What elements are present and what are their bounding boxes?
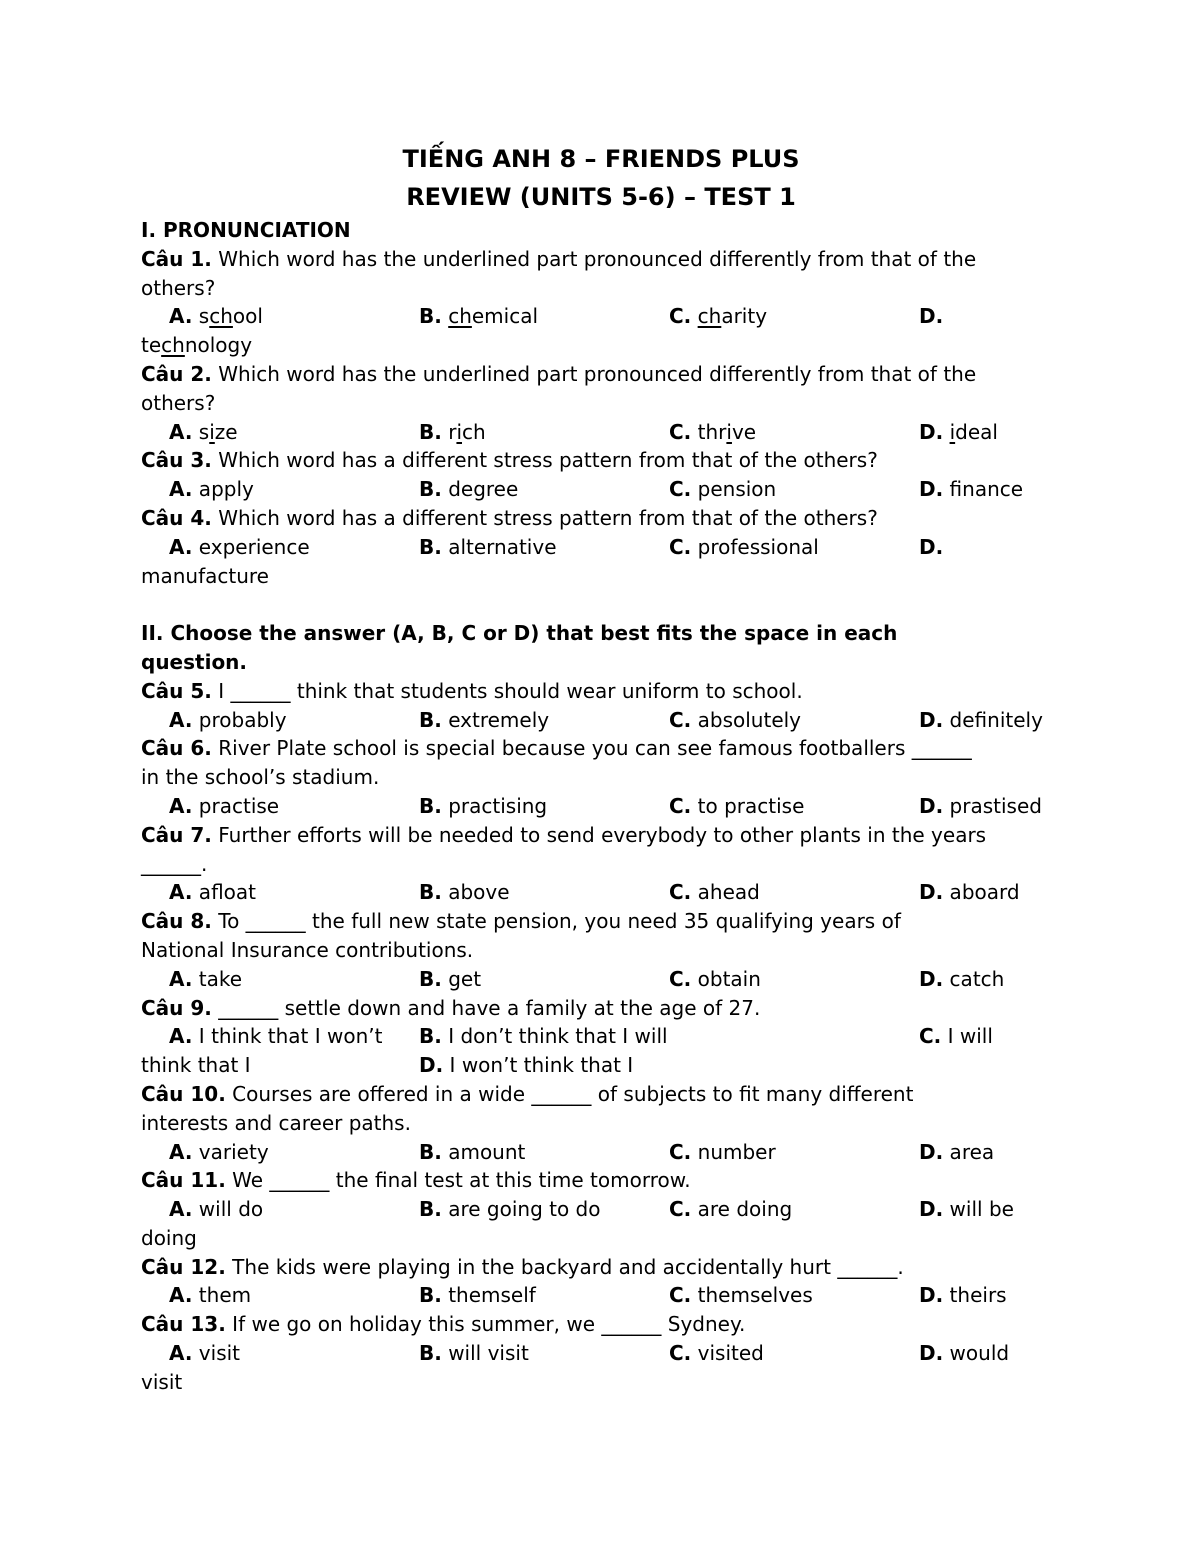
question-label: Câu 6. <box>141 736 212 761</box>
question-5 <box>141 677 1061 706</box>
question-label: Câu 11. <box>141 1168 226 1193</box>
option-c[interactable]: C. professional <box>669 534 819 559</box>
question-text: I ______ think that students should wear uniform to school. <box>211 678 803 703</box>
question-label: Câu 7. <box>141 822 212 847</box>
worksheet-page <box>141 140 1061 1397</box>
question-label: Câu 8. <box>141 909 212 934</box>
option-a[interactable]: A. take <box>169 966 243 991</box>
question-text: The kids were playing in the backyard and accidentally hurt ______. <box>225 1254 904 1279</box>
question-10 <box>141 1080 1061 1109</box>
question-label: Câu 1. <box>141 246 212 271</box>
option-b[interactable]: B. get <box>419 966 482 991</box>
section-heading-choose: II. Choose the answer (A, B, C or D) that best fits the space in each <box>141 621 898 646</box>
option-a[interactable]: A. apply <box>169 477 254 502</box>
option-d[interactable]: D. will be <box>919 1197 1014 1222</box>
option-d[interactable]: D. would <box>919 1341 1010 1366</box>
option-b[interactable]: B. chemical <box>419 304 539 329</box>
option-a[interactable]: A. variety <box>169 1139 269 1164</box>
question-text: If we go on holiday this summer, we ______ Sydney. <box>225 1312 746 1337</box>
option-d[interactable]: D. prastised <box>919 793 1042 818</box>
option-d[interactable]: D. catch <box>919 966 1005 991</box>
option-c[interactable]: C. obtain <box>669 966 761 991</box>
option-c[interactable]: C. themselves <box>669 1283 813 1308</box>
section-heading-pronunciation: I. PRONUNCIATION <box>141 218 351 242</box>
option-d-cont[interactable]: manufacture <box>141 563 269 588</box>
title-line-1: TIẾNG ANH 8 – FRIENDS PLUS <box>402 145 800 173</box>
question-2 <box>141 360 1061 389</box>
answer-options <box>141 878 1061 907</box>
option-a[interactable]: A. will do <box>169 1197 264 1222</box>
question-text-cont: interests and career paths. <box>141 1110 411 1135</box>
option-b[interactable]: B. practising <box>419 793 548 818</box>
question-label: Câu 5. <box>141 678 212 703</box>
question-label: Câu 13. <box>141 1312 226 1337</box>
answer-options <box>141 418 1061 447</box>
answer-options <box>141 1195 1061 1224</box>
question-8 <box>141 907 1061 936</box>
option-b[interactable]: B. amount <box>419 1139 526 1164</box>
option-c[interactable]: C. pension <box>669 477 777 502</box>
option-b[interactable]: B. will visit <box>419 1341 529 1366</box>
question-label: Câu 12. <box>141 1254 226 1279</box>
answer-options <box>141 475 1061 504</box>
question-text: Further efforts will be needed to send everybody to other plants in the years <box>211 822 987 847</box>
option-a[interactable]: A. afloat <box>169 880 256 905</box>
option-c[interactable]: C. absolutely <box>669 707 802 732</box>
option-b[interactable]: B. above <box>419 880 510 905</box>
question-7 <box>141 821 1061 850</box>
option-d[interactable]: D. definitely <box>919 707 1043 732</box>
question-text: We ______ the final test at this time tomorrow. <box>225 1168 691 1193</box>
option-a[interactable]: A. experience <box>169 534 310 559</box>
option-d-cont[interactable]: technology <box>141 333 253 358</box>
option-a[interactable]: A. I think that I won’t <box>169 1024 383 1049</box>
question-label: Câu 10. <box>141 1081 226 1106</box>
question-label: Câu 9. <box>141 995 212 1020</box>
question-text: Which word has a different stress pattern from that of the others? <box>211 505 878 530</box>
option-b[interactable]: B. rich <box>419 419 486 444</box>
option-a[interactable]: A. practise <box>169 793 280 818</box>
option-c[interactable]: C. are doing <box>669 1197 793 1222</box>
section-heading-cont: question. <box>141 649 248 674</box>
option-b[interactable]: B. extremely <box>419 707 550 732</box>
question-text: To ______ the full new state pension, you need 35 qualifying years of <box>211 909 901 934</box>
option-d[interactable]: D. <box>919 534 944 559</box>
answer-options <box>141 706 1061 735</box>
answer-options <box>141 1339 1061 1368</box>
question-4 <box>141 504 1061 533</box>
option-d[interactable]: D. area <box>919 1139 995 1164</box>
question-text: Courses are offered in a wide ______ of subjects to fit many different <box>225 1081 914 1106</box>
option-d[interactable]: D. I won’t think that I <box>419 1053 634 1078</box>
option-c[interactable]: C. ahead <box>669 880 760 905</box>
question-6 <box>141 734 1061 763</box>
option-c[interactable]: C. thrive <box>669 419 757 444</box>
answer-options <box>141 302 1061 331</box>
question-text-cont: in the school’s stadium. <box>141 765 380 790</box>
option-d[interactable]: D. <box>919 304 944 329</box>
question-13 <box>141 1310 1061 1339</box>
question-text-cont: others? <box>141 390 216 415</box>
question-text: River Plate school is special because you can see famous footballers ______ <box>211 736 972 761</box>
answer-options <box>141 965 1061 994</box>
question-text-cont: others? <box>141 275 216 300</box>
option-b[interactable]: B. are going to do <box>419 1197 601 1222</box>
option-d-cont[interactable]: visit <box>141 1369 183 1394</box>
option-d-cont[interactable]: doing <box>141 1225 197 1250</box>
question-3 <box>141 446 1061 475</box>
answer-options <box>141 533 1061 562</box>
question-9 <box>141 994 1061 1023</box>
question-text: ______ settle down and have a family at the age of 27. <box>211 995 761 1020</box>
question-text-cont: National Insurance contributions. <box>141 937 474 962</box>
answer-options <box>141 1138 1061 1167</box>
option-d[interactable]: D. theirs <box>919 1283 1007 1308</box>
question-text: Which word has the underlined part pronounced differently from that of the <box>211 361 977 386</box>
option-a[interactable]: A. size <box>169 419 238 444</box>
option-a[interactable]: A. them <box>169 1283 252 1308</box>
question-label: Câu 3. <box>141 448 212 473</box>
option-b[interactable]: B. degree <box>419 477 519 502</box>
question-text: Which word has the underlined part pronounced differently from that of the <box>211 246 977 271</box>
question-1 <box>141 245 1061 274</box>
answer-options-cont <box>141 1051 1061 1080</box>
question-12 <box>141 1253 1061 1282</box>
option-d[interactable]: D. ideal <box>919 419 998 444</box>
spacer <box>141 590 1061 619</box>
option-a[interactable]: A. visit <box>169 1341 241 1366</box>
question-text-cont: ______. <box>141 851 208 876</box>
option-c[interactable]: C. to practise <box>669 793 805 818</box>
option-c-cont[interactable]: think that I <box>141 1053 251 1078</box>
option-c[interactable]: C. number <box>669 1139 776 1164</box>
question-text: Which word has a different stress pattern from that of the others? <box>211 448 878 473</box>
option-a[interactable]: A. probably <box>169 707 287 732</box>
title-line-2: REVIEW (UNITS 5-6) – TEST 1 <box>406 183 796 211</box>
option-c[interactable]: C. visited <box>669 1341 764 1366</box>
option-b[interactable]: B. I don’t think that I will <box>419 1024 668 1049</box>
answer-options <box>141 792 1061 821</box>
answer-options <box>141 1281 1061 1310</box>
option-d[interactable]: D. finance <box>919 477 1024 502</box>
answer-options <box>141 1022 1061 1051</box>
question-label: Câu 4. <box>141 505 212 530</box>
option-c[interactable]: C. charity <box>669 304 768 329</box>
option-d[interactable]: D. aboard <box>919 880 1020 905</box>
question-11 <box>141 1166 1061 1195</box>
option-b[interactable]: B. themself <box>419 1283 536 1308</box>
question-label: Câu 2. <box>141 361 212 386</box>
option-b[interactable]: B. alternative <box>419 534 557 559</box>
option-a[interactable]: A. school <box>169 304 263 329</box>
option-c[interactable]: C. I will <box>919 1024 993 1049</box>
